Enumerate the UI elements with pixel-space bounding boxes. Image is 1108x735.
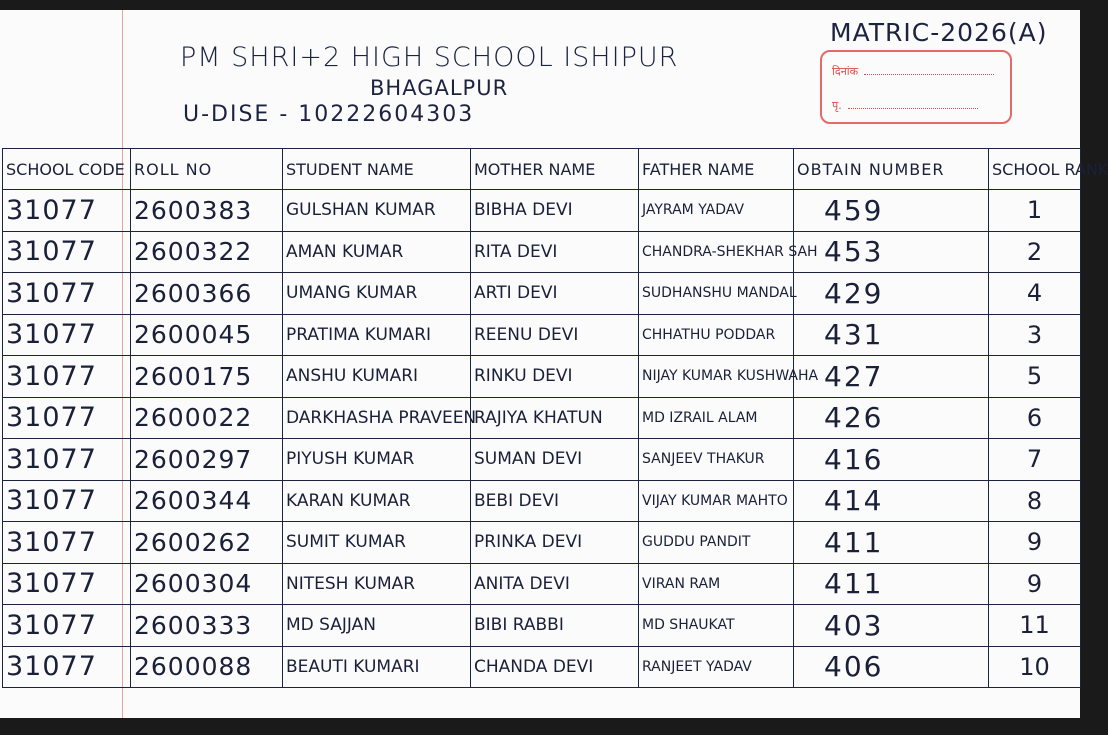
school-code-cell: 31077 — [3, 397, 131, 439]
school-name: PM SHRI+2 HIGH SCHOOL ISHIPUR — [180, 42, 679, 73]
school-code-cell: 31077 — [3, 563, 131, 605]
school-rank-cell: 2 — [989, 231, 1081, 273]
table-row — [3, 356, 1081, 398]
obtain-number-cell: 403 — [794, 605, 989, 647]
student-name-cell: PIYUSH KUMAR — [283, 439, 471, 481]
mother-name-cell: RINKU DEVI — [471, 356, 639, 398]
student-name-cell: DARKHASHA PRAVEEN — [283, 397, 471, 439]
header-school-code: SCHOOL CODE — [3, 149, 131, 190]
father-name-cell: MD IZRAIL ALAM — [639, 397, 794, 439]
roll-no-cell: 2600262 — [131, 522, 283, 564]
obtain-number-cell: 427 — [794, 356, 989, 398]
obtain-number-cell: 459 — [794, 190, 989, 232]
school-code-cell: 31077 — [3, 522, 131, 564]
table-row — [3, 231, 1081, 273]
table-row — [3, 273, 1081, 315]
mother-name-cell: BEBI DEVI — [471, 480, 639, 522]
school-code-cell: 31077 — [3, 439, 131, 481]
table-header-row — [3, 149, 1081, 190]
obtain-number-cell: 431 — [794, 314, 989, 356]
father-name-cell: VIRAN RAM — [639, 563, 794, 605]
obtain-number-cell: 453 — [794, 231, 989, 273]
stamp-date-label: दिनांक — [832, 65, 859, 78]
student-name-cell: BEAUTI KUMARI — [283, 646, 471, 688]
student-name-cell: NITESH KUMAR — [283, 563, 471, 605]
father-name-cell: MD SHAUKAT — [639, 605, 794, 647]
answer-sheet-page — [0, 10, 1108, 718]
header-mother-name: MOTHER NAME — [471, 149, 639, 190]
student-name-cell: GULSHAN KUMAR — [283, 190, 471, 232]
roll-no-cell: 2600383 — [131, 190, 283, 232]
roll-no-cell: 2600366 — [131, 273, 283, 315]
obtain-number-cell: 426 — [794, 397, 989, 439]
school-code-cell: 31077 — [3, 314, 131, 356]
obtain-number-cell: 414 — [794, 480, 989, 522]
roll-no-cell: 2600333 — [131, 605, 283, 647]
obtain-number-cell: 429 — [794, 273, 989, 315]
table-row — [3, 522, 1081, 564]
student-name-cell: KARAN KUMAR — [283, 480, 471, 522]
page-stamp — [820, 50, 1012, 124]
exam-title: MATRIC-2026(A) — [830, 18, 1048, 47]
roll-no-cell: 2600175 — [131, 356, 283, 398]
roll-no-cell: 2600304 — [131, 563, 283, 605]
school-rank-cell: 8 — [989, 480, 1081, 522]
father-name-cell: NIJAY KUMAR KUSHWAHA — [639, 356, 794, 398]
roll-no-cell: 2600344 — [131, 480, 283, 522]
stamp-page-row — [832, 98, 978, 113]
student-name-cell: PRATIMA KUMARI — [283, 314, 471, 356]
mother-name-cell: RAJIYA KHATUN — [471, 397, 639, 439]
student-name-cell: ANSHU KUMARI — [283, 356, 471, 398]
school-rank-cell: 9 — [989, 522, 1081, 564]
student-name-cell: UMANG KUMAR — [283, 273, 471, 315]
mother-name-cell: ANITA DEVI — [471, 563, 639, 605]
header-father-name: FATHER NAME — [639, 149, 794, 190]
table-row — [3, 563, 1081, 605]
school-code-cell: 31077 — [3, 190, 131, 232]
mother-name-cell: CHANDA DEVI — [471, 646, 639, 688]
school-code-cell: 31077 — [3, 605, 131, 647]
father-name-cell: GUDDU PANDIT — [639, 522, 794, 564]
school-code-cell: 31077 — [3, 356, 131, 398]
obtain-number-cell: 411 — [794, 563, 989, 605]
result-table — [2, 148, 1108, 688]
mother-name-cell: SUMAN DEVI — [471, 439, 639, 481]
school-rank-cell: 4 — [989, 273, 1081, 315]
father-name-cell: RANJEET YADAV — [639, 646, 794, 688]
table-row — [3, 605, 1081, 647]
table-row — [3, 314, 1081, 356]
obtain-number-cell: 416 — [794, 439, 989, 481]
student-name-cell: SUMIT KUMAR — [283, 522, 471, 564]
father-name-cell: CHHATHU PODDAR — [639, 314, 794, 356]
father-name-cell: VIJAY KUMAR MAHTO — [639, 480, 794, 522]
school-rank-cell: 9 — [989, 563, 1081, 605]
school-rank-cell: 3 — [989, 314, 1081, 356]
roll-no-cell: 2600322 — [131, 231, 283, 273]
father-name-cell: SUDHANSHU MANDAL — [639, 273, 794, 315]
header-school-rank: SCHOOL RANK — [989, 149, 1081, 190]
roll-no-cell: 2600088 — [131, 646, 283, 688]
stamp-page-label: पृ. — [832, 99, 842, 112]
table-row — [3, 646, 1081, 688]
obtain-number-cell: 411 — [794, 522, 989, 564]
roll-no-cell: 2600045 — [131, 314, 283, 356]
mother-name-cell: PRINKA DEVI — [471, 522, 639, 564]
school-code-cell: 31077 — [3, 273, 131, 315]
roll-no-cell: 2600297 — [131, 439, 283, 481]
header-obtain-number: OBTAIN NUMBER — [794, 149, 989, 190]
table-row — [3, 439, 1081, 481]
school-code-cell: 31077 — [3, 231, 131, 273]
mother-name-cell: BIBHA DEVI — [471, 190, 639, 232]
mother-name-cell: ARTI DEVI — [471, 273, 639, 315]
obtain-number-cell: 406 — [794, 646, 989, 688]
school-rank-cell: 7 — [989, 439, 1081, 481]
father-name-cell: CHANDRA-SHEKHAR SAH — [639, 231, 794, 273]
father-name-cell: SANJEEV THAKUR — [639, 439, 794, 481]
header-student-name: STUDENT NAME — [283, 149, 471, 190]
school-code-cell: 31077 — [3, 480, 131, 522]
sheet-header — [0, 10, 1080, 155]
table-row — [3, 480, 1081, 522]
school-rank-cell: 5 — [989, 356, 1081, 398]
student-name-cell: MD SAJJAN — [283, 605, 471, 647]
school-rank-cell: 1 — [989, 190, 1081, 232]
udise-code: U-DISE - 10222604303 — [183, 102, 475, 127]
student-name-cell: AMAN KUMAR — [283, 231, 471, 273]
stamp-date-row — [832, 64, 994, 79]
father-name-cell: JAYRAM YADAV — [639, 190, 794, 232]
mother-name-cell: BIBI RABBI — [471, 605, 639, 647]
school-place: BHAGALPUR — [370, 76, 509, 100]
mother-name-cell: RITA DEVI — [471, 231, 639, 273]
table-row — [3, 397, 1081, 439]
school-rank-cell: 6 — [989, 397, 1081, 439]
mother-name-cell: REENU DEVI — [471, 314, 639, 356]
school-rank-cell: 10 — [989, 646, 1081, 688]
header-roll-no: ROLL NO — [131, 149, 283, 190]
roll-no-cell: 2600022 — [131, 397, 283, 439]
school-rank-cell: 11 — [989, 605, 1081, 647]
table-row — [3, 190, 1081, 232]
school-code-cell: 31077 — [3, 646, 131, 688]
